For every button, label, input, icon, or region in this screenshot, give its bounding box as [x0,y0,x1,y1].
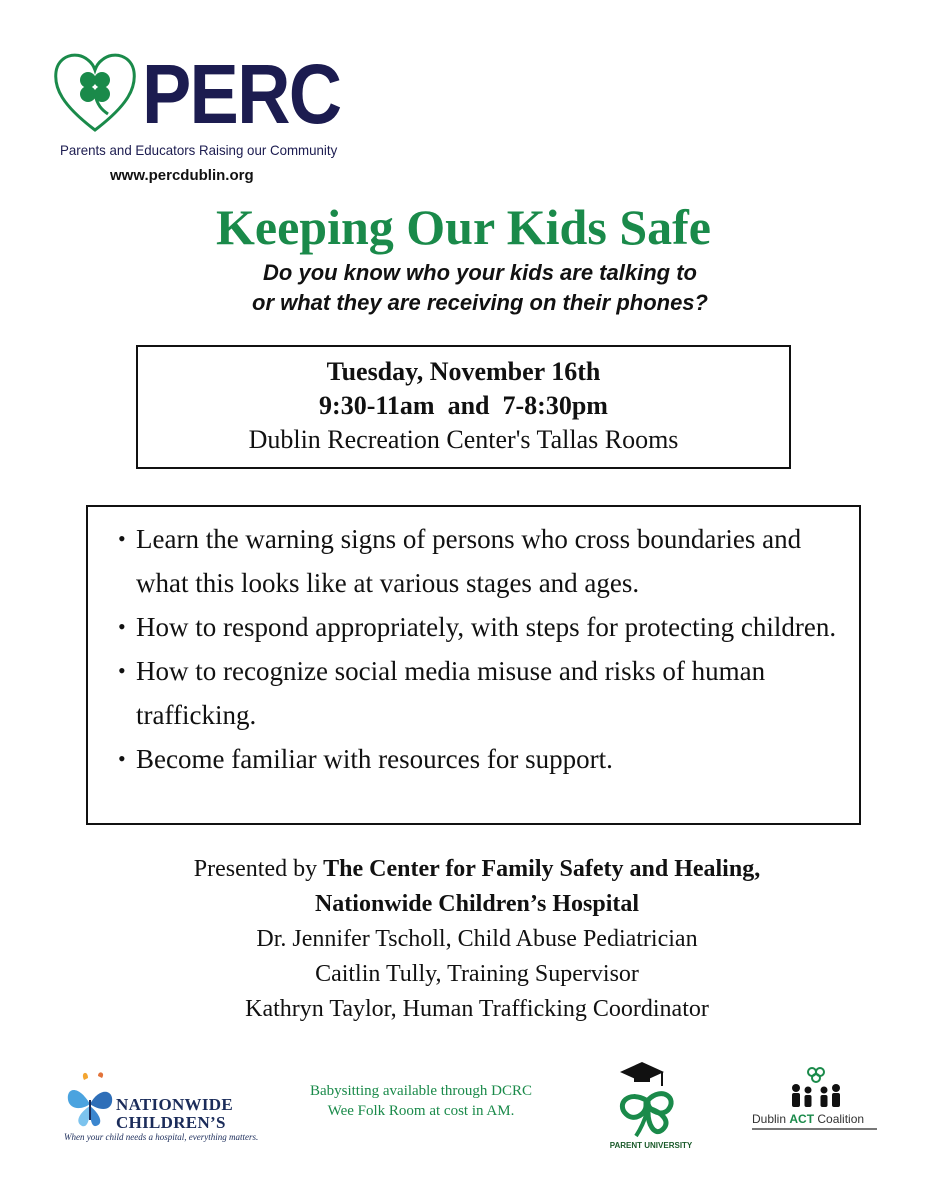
perc-wordmark: PERC [142,47,341,141]
parent-university-text: PARENT UNIVERSITY [609,1141,693,1150]
list-item: • How to recognize social media misuse and risks of human trafficking. [88,649,859,737]
nationwide-tagline: When your child needs a hospital, everything matters. [64,1132,259,1142]
presenters-block [0,852,927,1027]
subtitle-line-2: or what they are receiving on their phones? [252,290,708,315]
subtitle-line-1: Do you know who your kids are talking to [263,260,697,285]
butterfly-icon [64,1070,116,1130]
perc-tagline: Parents and Educators Raising our Community [60,142,338,158]
fine-print-line [752,1127,877,1131]
presenter-org-line-1: Presented by The Center for Family Safety and Healing, [193,856,761,882]
bullet-icon: • [118,746,126,771]
presenter-1: Dr. Jennifer Tscholl, Child Abuse Pediatrician [256,926,698,952]
dublin-act-coalition-text: Dublin ACT Coalition [752,1112,865,1126]
babysitting-note: Babysitting available through DCRC Wee Folk Room at cost in AM. [309,1083,533,1119]
subtitle [0,258,927,318]
presenter-2: Caitlin Tully, Training Supervisor [315,961,639,987]
bullet-icon: • [118,658,126,683]
event-date: Tuesday, November 16th [326,357,601,386]
presenter-org-line-2: Nationwide Children’s Hospital [314,891,640,917]
bullet-icon: • [118,526,126,551]
event-times: 9:30-11am and 7-8:30pm [319,391,608,420]
people-clover-icon [788,1064,844,1110]
nationwide-wordmark: NATIONWIDE CHILDREN’S [116,1095,233,1132]
nationwide-childrens-logo [64,1070,264,1150]
list-item: • Become familiar with resources for support. [88,737,859,781]
bullet-icon: • [118,614,126,639]
page-title: Keeping Our Kids Safe [216,199,711,255]
parent-university-logo [606,1060,696,1160]
graduation-cap-clover-icon [606,1060,696,1160]
list-item: • How to respond appropriately, with steps for protecting children. [88,605,859,649]
list-item: • Learn the warning signs of persons who cross boundaries and what this looks like at various stages and ages. [88,517,859,605]
website-link[interactable]: www.percdublin.org [110,167,254,184]
perc-logo [52,47,342,170]
heart-clover-icon [52,50,138,136]
event-details-box [136,345,791,469]
presenter-3: Kathryn Taylor, Human Trafficking Coordinator [245,996,709,1022]
dublin-act-coalition-logo [752,1064,877,1144]
event-location: Dublin Recreation Center's Tallas Rooms [248,425,679,454]
topics-box [86,505,861,825]
topics-list [88,507,859,781]
